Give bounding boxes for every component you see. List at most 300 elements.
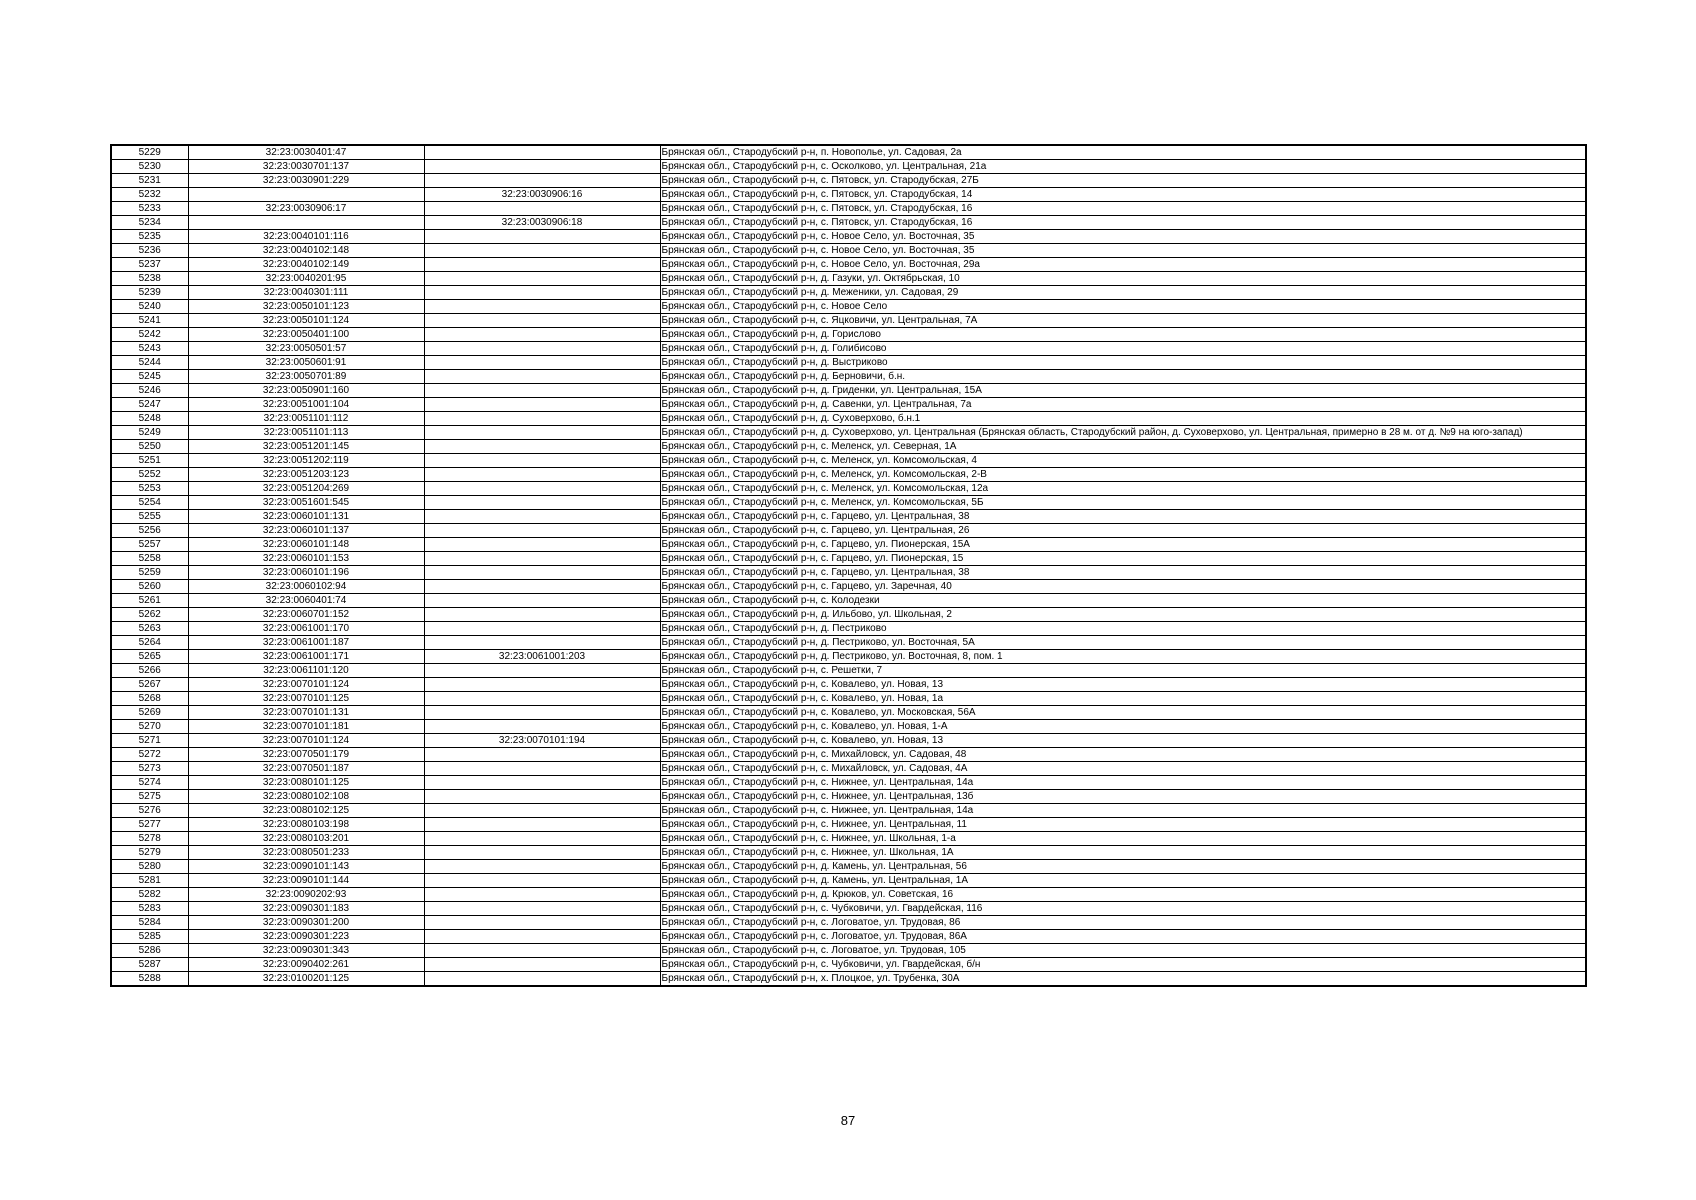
- cadastral-number-cell: 32:23:0030906:17: [188, 202, 424, 216]
- cadastral-number-2-cell: [424, 818, 660, 832]
- cadastral-number-2-cell: [424, 888, 660, 902]
- row-number-cell: 5280: [111, 860, 188, 874]
- row-number-cell: 5281: [111, 874, 188, 888]
- table-row: [111, 244, 1586, 258]
- cadastral-number-2-cell: [424, 145, 660, 160]
- table-row: [111, 188, 1586, 202]
- row-number-cell: 5269: [111, 706, 188, 720]
- table-row: [111, 930, 1586, 944]
- cadastral-number-2-cell: [424, 258, 660, 272]
- cadastral-number-2-cell: [424, 412, 660, 426]
- row-number-cell: 5252: [111, 468, 188, 482]
- table-row: [111, 566, 1586, 580]
- address-cell: Брянская обл., Стародубский р-н, с. Пятовск, ул. Стародубская, 14: [660, 188, 1586, 202]
- table-row: [111, 258, 1586, 272]
- cadastral-number-2-cell: [424, 776, 660, 790]
- cadastral-number-2-cell: [424, 384, 660, 398]
- address-cell: Брянская обл., Стародубский р-н, с. Меленск, ул. Комсомольская, 12а: [660, 482, 1586, 496]
- cadastral-number-cell: 32:23:0060101:137: [188, 524, 424, 538]
- row-number-cell: 5260: [111, 580, 188, 594]
- address-cell: Брянская обл., Стародубский р-н, с. Меленск, ул. Комсомольская, 5Б: [660, 496, 1586, 510]
- address-cell: Брянская обл., Стародубский р-н, д. Газуки, ул. Октябрьская, 10: [660, 272, 1586, 286]
- row-number-cell: 5231: [111, 174, 188, 188]
- table-row: [111, 552, 1586, 566]
- cadastral-number-2-cell: [424, 202, 660, 216]
- address-cell: Брянская обл., Стародубский р-н, с. Гарцево, ул. Заречная, 40: [660, 580, 1586, 594]
- table-row: [111, 580, 1586, 594]
- row-number-cell: 5241: [111, 314, 188, 328]
- cadastral-number-cell: 32:23:0070101:125: [188, 692, 424, 706]
- cadastral-number-cell: 32:23:0051101:112: [188, 412, 424, 426]
- row-number-cell: 5277: [111, 818, 188, 832]
- table-row: [111, 538, 1586, 552]
- address-cell: Брянская обл., Стародубский р-н, с. Новое Село, ул. Восточная, 35: [660, 244, 1586, 258]
- table-row: [111, 496, 1586, 510]
- row-number-cell: 5275: [111, 790, 188, 804]
- table-row: [111, 440, 1586, 454]
- cadastral-number-cell: 32:23:0080103:198: [188, 818, 424, 832]
- table-row: [111, 874, 1586, 888]
- address-cell: Брянская обл., Стародубский р-н, д. Пестриково, ул. Восточная, 5А: [660, 636, 1586, 650]
- cadastral-number-cell: 32:23:0040301:111: [188, 286, 424, 300]
- cadastral-number-2-cell: [424, 622, 660, 636]
- cadastral-number-2-cell: [424, 860, 660, 874]
- row-number-cell: 5242: [111, 328, 188, 342]
- table-row: [111, 160, 1586, 174]
- cadastral-number-cell: 32:23:0100201:125: [188, 972, 424, 987]
- row-number-cell: 5249: [111, 426, 188, 440]
- address-cell: Брянская обл., Стародубский р-н, д. Горислово: [660, 328, 1586, 342]
- cadastral-number-2-cell: [424, 902, 660, 916]
- address-cell: Брянская обл., Стародубский р-н, с. Нижнее, ул. Центральная, 14а: [660, 776, 1586, 790]
- cadastral-number-cell: 32:23:0060101:196: [188, 566, 424, 580]
- table-row: [111, 902, 1586, 916]
- cadastral-number-cell: 32:23:0090101:143: [188, 860, 424, 874]
- table-row: [111, 762, 1586, 776]
- cadastral-number-cell: 32:23:0040102:148: [188, 244, 424, 258]
- cadastral-number-2-cell: 32:23:0030906:16: [424, 188, 660, 202]
- cadastral-number-cell: 32:23:0050401:100: [188, 328, 424, 342]
- table-row: [111, 370, 1586, 384]
- cadastral-number-2-cell: [424, 286, 660, 300]
- row-number-cell: 5257: [111, 538, 188, 552]
- address-cell: Брянская обл., Стародубский р-н, с. Логоватое, ул. Трудовая, 86А: [660, 930, 1586, 944]
- table-row: [111, 916, 1586, 930]
- cadastral-number-cell: 32:23:0090301:200: [188, 916, 424, 930]
- table-row: [111, 706, 1586, 720]
- table-row: [111, 272, 1586, 286]
- property-register-table: [110, 144, 1587, 987]
- cadastral-number-cell: 32:23:0050101:124: [188, 314, 424, 328]
- row-number-cell: 5237: [111, 258, 188, 272]
- table-row: [111, 412, 1586, 426]
- table-row: [111, 384, 1586, 398]
- cadastral-number-cell: 32:23:0030901:229: [188, 174, 424, 188]
- table-row: [111, 145, 1586, 160]
- cadastral-number-2-cell: 32:23:0030906:18: [424, 216, 660, 230]
- row-number-cell: 5287: [111, 958, 188, 972]
- table-row: [111, 664, 1586, 678]
- row-number-cell: 5238: [111, 272, 188, 286]
- cadastral-number-2-cell: [424, 328, 660, 342]
- cadastral-number-2-cell: 32:23:0061001:203: [424, 650, 660, 664]
- table-row: [111, 832, 1586, 846]
- row-number-cell: 5246: [111, 384, 188, 398]
- table-row: [111, 804, 1586, 818]
- row-number-cell: 5265: [111, 650, 188, 664]
- cadastral-number-cell: 32:23:0080102:108: [188, 790, 424, 804]
- cadastral-number-cell: 32:23:0070101:124: [188, 678, 424, 692]
- cadastral-number-cell: 32:23:0030701:137: [188, 160, 424, 174]
- row-number-cell: 5264: [111, 636, 188, 650]
- table-row: [111, 608, 1586, 622]
- table-row: [111, 426, 1586, 440]
- table-row: [111, 356, 1586, 370]
- row-number-cell: 5247: [111, 398, 188, 412]
- cadastral-number-2-cell: [424, 426, 660, 440]
- table-row: [111, 860, 1586, 874]
- cadastral-number-2-cell: [424, 748, 660, 762]
- cadastral-number-2-cell: [424, 272, 660, 286]
- address-cell: Брянская обл., Стародубский р-н, с. Гарцево, ул. Центральная, 26: [660, 524, 1586, 538]
- row-number-cell: 5256: [111, 524, 188, 538]
- row-number-cell: 5261: [111, 594, 188, 608]
- address-cell: Брянская обл., Стародубский р-н, с. Гарцево, ул. Пионерская, 15: [660, 552, 1586, 566]
- cadastral-number-2-cell: [424, 398, 660, 412]
- cadastral-number-cell: 32:23:0060101:148: [188, 538, 424, 552]
- table-row: [111, 692, 1586, 706]
- cadastral-number-cell: 32:23:0051101:113: [188, 426, 424, 440]
- cadastral-number-2-cell: [424, 300, 660, 314]
- cadastral-number-2-cell: [424, 874, 660, 888]
- address-cell: Брянская обл., Стародубский р-н, д. Ильбово, ул. Школьная, 2: [660, 608, 1586, 622]
- address-cell: Брянская обл., Стародубский р-н, д. Суховерхово, ул. Центральная (Брянская область, Стародубский район, д. Суховерхово, ул. Центральная, примерно в 28 м. от д. №9 на юго-запад): [660, 426, 1586, 440]
- table-row: [111, 678, 1586, 692]
- cadastral-number-2-cell: [424, 594, 660, 608]
- address-cell: Брянская обл., Стародубский р-н, с. Логоватое, ул. Трудовая, 86: [660, 916, 1586, 930]
- cadastral-number-cell: 32:23:0070501:179: [188, 748, 424, 762]
- cadastral-number-2-cell: [424, 174, 660, 188]
- row-number-cell: 5262: [111, 608, 188, 622]
- row-number-cell: 5233: [111, 202, 188, 216]
- cadastral-number-2-cell: [424, 636, 660, 650]
- address-cell: Брянская обл., Стародубский р-н, д. Камень, ул. Центральная, 1А: [660, 874, 1586, 888]
- cadastral-number-2-cell: [424, 370, 660, 384]
- cadastral-number-cell: 32:23:0050901:160: [188, 384, 424, 398]
- row-number-cell: 5283: [111, 902, 188, 916]
- cadastral-number-cell: 32:23:0051601:545: [188, 496, 424, 510]
- cadastral-number-2-cell: [424, 930, 660, 944]
- address-cell: Брянская обл., Стародубский р-н, с. Ковалево, ул. Новая, 13: [660, 678, 1586, 692]
- cadastral-number-cell: 32:23:0050601:91: [188, 356, 424, 370]
- address-cell: Брянская обл., Стародубский р-н, д. Берновичи, б.н.: [660, 370, 1586, 384]
- address-cell: Брянская обл., Стародубский р-н, с. Гарцево, ул. Центральная, 38: [660, 566, 1586, 580]
- row-number-cell: 5286: [111, 944, 188, 958]
- cadastral-number-2-cell: [424, 440, 660, 454]
- cadastral-number-cell: 32:23:0061001:187: [188, 636, 424, 650]
- cadastral-number-2-cell: [424, 496, 660, 510]
- row-number-cell: 5273: [111, 762, 188, 776]
- address-cell: Брянская обл., Стародубский р-н, с. Нижнее, ул. Центральная, 13б: [660, 790, 1586, 804]
- cadastral-number-2-cell: [424, 804, 660, 818]
- cadastral-number-2-cell: [424, 720, 660, 734]
- cadastral-number-cell: 32:23:0060701:152: [188, 608, 424, 622]
- row-number-cell: 5271: [111, 734, 188, 748]
- address-cell: Брянская обл., Стародубский р-н, д. Камень, ул. Центральная, 56: [660, 860, 1586, 874]
- cadastral-number-2-cell: [424, 832, 660, 846]
- cadastral-number-2-cell: [424, 608, 660, 622]
- address-cell: Брянская обл., Стародубский р-н, д. Голибисово: [660, 342, 1586, 356]
- address-cell: Брянская обл., Стародубский р-н, с. Осколково, ул. Центральная, 21а: [660, 160, 1586, 174]
- row-number-cell: 5285: [111, 930, 188, 944]
- cadastral-number-cell: 32:23:0040102:149: [188, 258, 424, 272]
- cadastral-number-cell: 32:23:0090301:343: [188, 944, 424, 958]
- cadastral-number-2-cell: [424, 468, 660, 482]
- row-number-cell: 5278: [111, 832, 188, 846]
- address-cell: Брянская обл., Стародубский р-н, д. Выстриково: [660, 356, 1586, 370]
- cadastral-number-cell: 32:23:0090402:261: [188, 958, 424, 972]
- address-cell: Брянская обл., Стародубский р-н, с. Меленск, ул. Северная, 1А: [660, 440, 1586, 454]
- address-cell: Брянская обл., Стародубский р-н, д. Меженики, ул. Садовая, 29: [660, 286, 1586, 300]
- table-row: [111, 818, 1586, 832]
- cadastral-number-cell: 32:23:0061101:120: [188, 664, 424, 678]
- address-cell: Брянская обл., Стародубский р-н, с. Колодезки: [660, 594, 1586, 608]
- cadastral-number-2-cell: [424, 510, 660, 524]
- table-row: [111, 790, 1586, 804]
- row-number-cell: 5239: [111, 286, 188, 300]
- table-row: [111, 342, 1586, 356]
- address-cell: Брянская обл., Стародубский р-н, д. Крюков, ул. Советская, 16: [660, 888, 1586, 902]
- cadastral-number-2-cell: [424, 160, 660, 174]
- address-cell: Брянская обл., Стародубский р-н, с. Меленск, ул. Комсомольская, 4: [660, 454, 1586, 468]
- table-row: [111, 286, 1586, 300]
- address-cell: Брянская обл., Стародубский р-н, с. Ковалево, ул. Новая, 1-А: [660, 720, 1586, 734]
- cadastral-number-cell: 32:23:0080501:233: [188, 846, 424, 860]
- address-cell: Брянская обл., Стародубский р-н, с. Пятовск, ул. Стародубская, 16: [660, 202, 1586, 216]
- address-cell: Брянская обл., Стародубский р-н, с. Новое Село: [660, 300, 1586, 314]
- row-number-cell: 5272: [111, 748, 188, 762]
- address-cell: Брянская обл., Стародубский р-н, д. Суховерхово, б.н.1: [660, 412, 1586, 426]
- table-row: [111, 398, 1586, 412]
- address-cell: Брянская обл., Стародубский р-н, с. Ковалево, ул. Новая, 13: [660, 734, 1586, 748]
- table-row: [111, 300, 1586, 314]
- cadastral-number-cell: 32:23:0050101:123: [188, 300, 424, 314]
- address-cell: Брянская обл., Стародубский р-н, с. Нижнее, ул. Школьная, 1-а: [660, 832, 1586, 846]
- cadastral-number-2-cell: [424, 342, 660, 356]
- table-row: [111, 776, 1586, 790]
- address-cell: Брянская обл., Стародубский р-н, с. Михайловск, ул. Садовая, 48: [660, 748, 1586, 762]
- address-cell: Брянская обл., Стародубский р-н, с. Нижнее, ул. Центральная, 11: [660, 818, 1586, 832]
- table-row: [111, 650, 1586, 664]
- cadastral-number-cell: 32:23:0051001:104: [188, 398, 424, 412]
- table-row: [111, 454, 1586, 468]
- row-number-cell: 5240: [111, 300, 188, 314]
- row-number-cell: 5245: [111, 370, 188, 384]
- cadastral-number-cell: 32:23:0090101:144: [188, 874, 424, 888]
- cadastral-number-2-cell: [424, 846, 660, 860]
- address-cell: Брянская обл., Стародубский р-н, с. Пятовск, ул. Стародубская, 27Б: [660, 174, 1586, 188]
- address-cell: Брянская обл., Стародубский р-н, с. Новое Село, ул. Восточная, 35: [660, 230, 1586, 244]
- cadastral-number-2-cell: [424, 664, 660, 678]
- cadastral-number-2-cell: [424, 958, 660, 972]
- table-body: [111, 145, 1586, 986]
- cadastral-number-cell: 32:23:0040201:95: [188, 272, 424, 286]
- table-row: [111, 594, 1586, 608]
- address-cell: Брянская обл., Стародубский р-н, с. Нижнее, ул. Школьная, 1А: [660, 846, 1586, 860]
- table-row: [111, 636, 1586, 650]
- address-cell: Брянская обл., Стародубский р-н, д. Пестриково: [660, 622, 1586, 636]
- cadastral-number-2-cell: [424, 790, 660, 804]
- cadastral-number-cell: 32:23:0090202:93: [188, 888, 424, 902]
- cadastral-number-2-cell: [424, 538, 660, 552]
- cadastral-number-cell: 32:23:0060101:131: [188, 510, 424, 524]
- address-cell: Брянская обл., Стародубский р-н, х. Плоцкое, ул. Трубенка, 30А: [660, 972, 1586, 987]
- cadastral-number-cell: 32:23:0051204:269: [188, 482, 424, 496]
- table-row: [111, 510, 1586, 524]
- row-number-cell: 5288: [111, 972, 188, 987]
- address-cell: Брянская обл., Стародубский р-н, с. Нижнее, ул. Центральная, 14а: [660, 804, 1586, 818]
- cadastral-number-2-cell: [424, 356, 660, 370]
- row-number-cell: 5266: [111, 664, 188, 678]
- address-cell: Брянская обл., Стародубский р-н, с. Гарцево, ул. Центральная, 38: [660, 510, 1586, 524]
- row-number-cell: 5232: [111, 188, 188, 202]
- cadastral-number-2-cell: [424, 230, 660, 244]
- table-row: [111, 314, 1586, 328]
- row-number-cell: 5284: [111, 916, 188, 930]
- row-number-cell: 5253: [111, 482, 188, 496]
- cadastral-number-cell: 32:23:0061001:171: [188, 650, 424, 664]
- cadastral-number-2-cell: [424, 944, 660, 958]
- cadastral-number-2-cell: [424, 706, 660, 720]
- cadastral-number-cell: 32:23:0051201:145: [188, 440, 424, 454]
- address-cell: Брянская обл., Стародубский р-н, с. Решетки, 7: [660, 664, 1586, 678]
- cadastral-number-cell: 32:23:0070101:181: [188, 720, 424, 734]
- cadastral-number-2-cell: [424, 552, 660, 566]
- cadastral-number-cell: 32:23:0090301:223: [188, 930, 424, 944]
- row-number-cell: 5229: [111, 145, 188, 160]
- cadastral-number-2-cell: [424, 972, 660, 987]
- row-number-cell: 5279: [111, 846, 188, 860]
- cadastral-number-cell: 32:23:0061001:170: [188, 622, 424, 636]
- cadastral-number-cell: 32:23:0060101:153: [188, 552, 424, 566]
- cadastral-number-2-cell: [424, 524, 660, 538]
- address-cell: Брянская обл., Стародубский р-н, с. Пятовск, ул. Стародубская, 16: [660, 216, 1586, 230]
- row-number-cell: 5255: [111, 510, 188, 524]
- cadastral-number-cell: 32:23:0051203:123: [188, 468, 424, 482]
- cadastral-number-cell: [188, 188, 424, 202]
- cadastral-number-cell: [188, 216, 424, 230]
- address-cell: Брянская обл., Стародубский р-н, д. Савенки, ул. Центральная, 7а: [660, 398, 1586, 412]
- row-number-cell: 5234: [111, 216, 188, 230]
- table-row: [111, 174, 1586, 188]
- cadastral-number-2-cell: [424, 580, 660, 594]
- row-number-cell: 5259: [111, 566, 188, 580]
- cadastral-number-2-cell: [424, 566, 660, 580]
- cadastral-number-2-cell: [424, 692, 660, 706]
- cadastral-number-cell: 32:23:0080102:125: [188, 804, 424, 818]
- address-cell: Брянская обл., Стародубский р-н, с. Ковалево, ул. Московская, 56А: [660, 706, 1586, 720]
- table-row: [111, 734, 1586, 748]
- table-row: [111, 846, 1586, 860]
- table-row: [111, 524, 1586, 538]
- cadastral-number-cell: 32:23:0050701:89: [188, 370, 424, 384]
- row-number-cell: 5267: [111, 678, 188, 692]
- cadastral-number-2-cell: [424, 314, 660, 328]
- row-number-cell: 5250: [111, 440, 188, 454]
- cadastral-number-cell: 32:23:0060401:74: [188, 594, 424, 608]
- address-cell: Брянская обл., Стародубский р-н, с. Новое Село, ул. Восточная, 29а: [660, 258, 1586, 272]
- row-number-cell: 5230: [111, 160, 188, 174]
- row-number-cell: 5263: [111, 622, 188, 636]
- table-row: [111, 328, 1586, 342]
- address-cell: Брянская обл., Стародубский р-н, с. Чубковичи, ул. Гвардейская, 116: [660, 902, 1586, 916]
- address-cell: Брянская обл., Стародубский р-н, с. Ковалево, ул. Новая, 1а: [660, 692, 1586, 706]
- row-number-cell: 5254: [111, 496, 188, 510]
- address-cell: Брянская обл., Стародубский р-н, п. Новополье, ул. Садовая, 2а: [660, 145, 1586, 160]
- cadastral-number-2-cell: [424, 678, 660, 692]
- table-row: [111, 216, 1586, 230]
- cadastral-number-cell: 32:23:0080103:201: [188, 832, 424, 846]
- table-row: [111, 202, 1586, 216]
- address-cell: Брянская обл., Стародубский р-н, с. Меленск, ул. Комсомольская, 2-В: [660, 468, 1586, 482]
- row-number-cell: 5282: [111, 888, 188, 902]
- cadastral-number-cell: 32:23:0070101:131: [188, 706, 424, 720]
- cadastral-number-cell: 32:23:0050501:57: [188, 342, 424, 356]
- address-cell: Брянская обл., Стародубский р-н, с. Яцковичи, ул. Центральная, 7А: [660, 314, 1586, 328]
- cadastral-number-cell: 32:23:0060102:94: [188, 580, 424, 594]
- address-cell: Брянская обл., Стародубский р-н, д. Пестриково, ул. Восточная, 8, пом. 1: [660, 650, 1586, 664]
- table-row: [111, 888, 1586, 902]
- cadastral-number-2-cell: [424, 244, 660, 258]
- cadastral-number-cell: 32:23:0051202:119: [188, 454, 424, 468]
- cadastral-number-2-cell: [424, 454, 660, 468]
- table-row: [111, 482, 1586, 496]
- address-cell: Брянская обл., Стародубский р-н, с. Логоватое, ул. Трудовая, 105: [660, 944, 1586, 958]
- cadastral-number-2-cell: [424, 482, 660, 496]
- address-cell: Брянская обл., Стародубский р-н, д. Гриденки, ул. Центральная, 15А: [660, 384, 1586, 398]
- page-number: 87: [840, 1113, 856, 1128]
- table-row: [111, 972, 1586, 987]
- cadastral-number-cell: 32:23:0080101:125: [188, 776, 424, 790]
- row-number-cell: 5236: [111, 244, 188, 258]
- row-number-cell: 5274: [111, 776, 188, 790]
- cadastral-number-cell: 32:23:0070101:124: [188, 734, 424, 748]
- cadastral-number-2-cell: [424, 916, 660, 930]
- row-number-cell: 5235: [111, 230, 188, 244]
- address-cell: Брянская обл., Стародубский р-н, с. Чубковичи, ул. Гвардейская, б/н: [660, 958, 1586, 972]
- table-row: [111, 622, 1586, 636]
- row-number-cell: 5268: [111, 692, 188, 706]
- cadastral-number-cell: 32:23:0070501:187: [188, 762, 424, 776]
- table-row: [111, 468, 1586, 482]
- row-number-cell: 5244: [111, 356, 188, 370]
- table-row: [111, 944, 1586, 958]
- table-row: [111, 958, 1586, 972]
- address-cell: Брянская обл., Стародубский р-н, с. Михайловск, ул. Садовая, 4А: [660, 762, 1586, 776]
- cadastral-number-cell: 32:23:0090301:183: [188, 902, 424, 916]
- cadastral-number-2-cell: 32:23:0070101:194: [424, 734, 660, 748]
- cadastral-number-2-cell: [424, 762, 660, 776]
- table-row: [111, 230, 1586, 244]
- row-number-cell: 5270: [111, 720, 188, 734]
- table-row: [111, 720, 1586, 734]
- row-number-cell: 5243: [111, 342, 188, 356]
- row-number-cell: 5248: [111, 412, 188, 426]
- cadastral-number-cell: 32:23:0030401:47: [188, 145, 424, 160]
- table-row: [111, 748, 1586, 762]
- row-number-cell: 5276: [111, 804, 188, 818]
- row-number-cell: 5251: [111, 454, 188, 468]
